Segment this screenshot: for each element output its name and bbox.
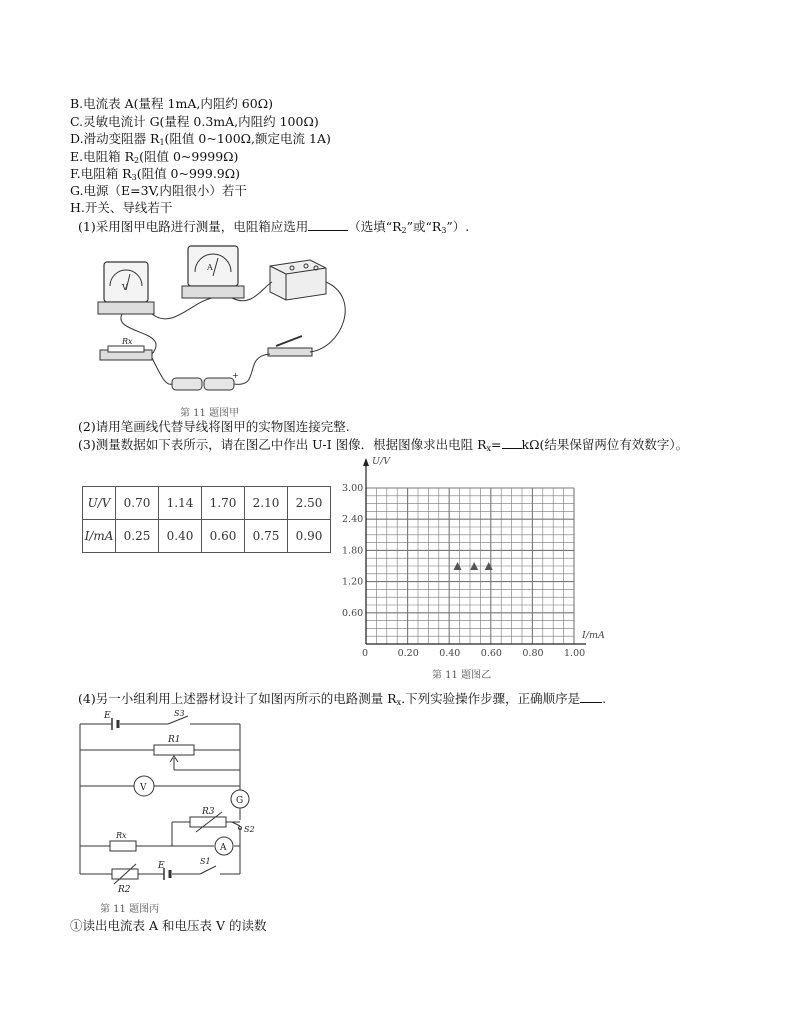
- data-table: [82, 486, 331, 553]
- table-cell: 0.25: [116, 520, 159, 553]
- ammeter-a: [215, 837, 233, 855]
- svg-text:Rx: Rx: [122, 337, 133, 346]
- svg-text:R2: R2: [118, 885, 131, 895]
- figure-yi-caption: 第 11 题图乙: [432, 670, 492, 681]
- figure-bing-caption: 第 11 题图丙: [100, 904, 160, 915]
- figure-jia-apparatus: [92, 238, 362, 408]
- switch-s3-label: S3: [174, 709, 185, 718]
- galvanometer-g: [231, 790, 249, 808]
- svg-text:E: E: [158, 861, 165, 871]
- x-tick-label: 0.40: [439, 648, 461, 659]
- option-b: B.电流表 A(量程 1mA,内阻约 60Ω): [70, 96, 273, 111]
- x-tick-label: 0.20: [397, 648, 419, 659]
- battery-box: [270, 260, 326, 300]
- question-2: (2)请用笔画线代替导线将图甲的实物图连接完整.: [78, 419, 350, 434]
- option-e: E.电阻箱 $R_2$(阻值 0~9999Ω): [70, 149, 239, 165]
- svg-text:S2: S2: [244, 825, 255, 834]
- resistance-box-r3: [190, 807, 255, 834]
- table-row-header: I/mA: [83, 520, 116, 553]
- rheostat-r1: [154, 735, 194, 770]
- table-row: [83, 487, 331, 520]
- x-tick-label: 0: [362, 648, 369, 659]
- question-4: (4)另一小组利用上述器材设计了如图丙所示的电路测量 $R_x$.下列实验操作步骤，正确顺序是 .: [78, 691, 607, 707]
- table-cell: 1.14: [159, 487, 202, 520]
- answer-blank-3[interactable]: [502, 436, 522, 449]
- y-axis-arrow: [363, 458, 369, 466]
- svg-text:G: G: [236, 796, 244, 806]
- svg-text:A: A: [220, 843, 227, 853]
- svg-text:Rx: Rx: [116, 831, 127, 840]
- svg-text:V: V: [140, 783, 147, 793]
- option-g: G.电源（E=3V,内阻很小）若干: [70, 183, 247, 198]
- option-c: C.灵敏电流计 G(量程 0.3mA,内阻约 100Ω): [70, 114, 319, 129]
- figure-yi-ui-chart: [330, 452, 605, 662]
- figure-jia-caption: 第 11 题图甲: [180, 408, 240, 419]
- resistor-rx-diagram: [110, 831, 136, 851]
- question-1: (1)采用图甲电路进行测量，电阻箱应选用 （选填“$R_2$”或“$R_3$”）.: [78, 219, 470, 235]
- svg-text:+: +: [232, 371, 239, 380]
- table-cell: 0.40: [159, 520, 202, 553]
- y-axis-label: U/V: [372, 456, 391, 467]
- y-tick-label: 2.40: [342, 514, 364, 526]
- resistor-rx: [100, 337, 152, 360]
- question-3: (3)测量数据如下表所示，请在图乙中作出 U-I 图像．根据图像求出电阻 $R_x= k\Omega$(结果保留两位有效数字）。: [78, 437, 689, 453]
- table-cell: 2.10: [245, 487, 288, 520]
- svg-text:V: V: [122, 283, 128, 292]
- voltmeter-v: [134, 776, 154, 796]
- svg-text:E: E: [104, 711, 111, 721]
- battery-e-bottom: [157, 861, 170, 880]
- x-tick-label: 0.60: [480, 648, 502, 659]
- svg-text:A: A: [207, 263, 213, 272]
- battery-e-top: [103, 711, 118, 730]
- figure-bing-circuit: [72, 708, 255, 898]
- y-tick-label: 0.60: [342, 607, 364, 619]
- resistance-box-r2: [112, 864, 138, 895]
- answer-blank-4[interactable]: [580, 690, 602, 703]
- battery-cells: [172, 371, 239, 390]
- table-cell: 2.50: [288, 487, 331, 520]
- voltmeter-device: [98, 262, 154, 314]
- table-cell: 0.70: [116, 487, 159, 520]
- table-cell: 1.70: [202, 487, 245, 520]
- table-cell: 0.60: [202, 520, 245, 553]
- step-1: ①读出电流表 A 和电压表 V 的读数: [70, 918, 267, 933]
- ammeter-device: [182, 246, 244, 298]
- x-tick-label: 1.00: [564, 648, 586, 659]
- table-row-header: U/V: [83, 487, 116, 520]
- table-cell: 0.90: [288, 520, 331, 553]
- x-tick-label: 0.80: [522, 648, 544, 659]
- knife-switch: [268, 336, 312, 356]
- svg-text:R1: R1: [168, 735, 181, 745]
- y-tick-label: 1.20: [342, 576, 364, 588]
- option-h: H.开关、导线若干: [70, 200, 173, 215]
- y-tick-label: 1.80: [342, 545, 364, 557]
- x-axis-label: I/mA: [582, 630, 605, 641]
- table-row: [83, 520, 331, 553]
- option-d: D.滑动变阻器 $R_1$(阻值 0~100Ω,额定电流 1A): [70, 131, 331, 147]
- svg-text:R3: R3: [202, 807, 215, 817]
- option-f: F.电阻箱 $R_3$(阻值 0~999.9Ω): [70, 166, 240, 182]
- table-cell: 0.75: [245, 520, 288, 553]
- switch-s1-label: S1: [200, 857, 211, 866]
- answer-blank-1[interactable]: [308, 218, 348, 231]
- y-tick-label: 3.00: [342, 483, 364, 494]
